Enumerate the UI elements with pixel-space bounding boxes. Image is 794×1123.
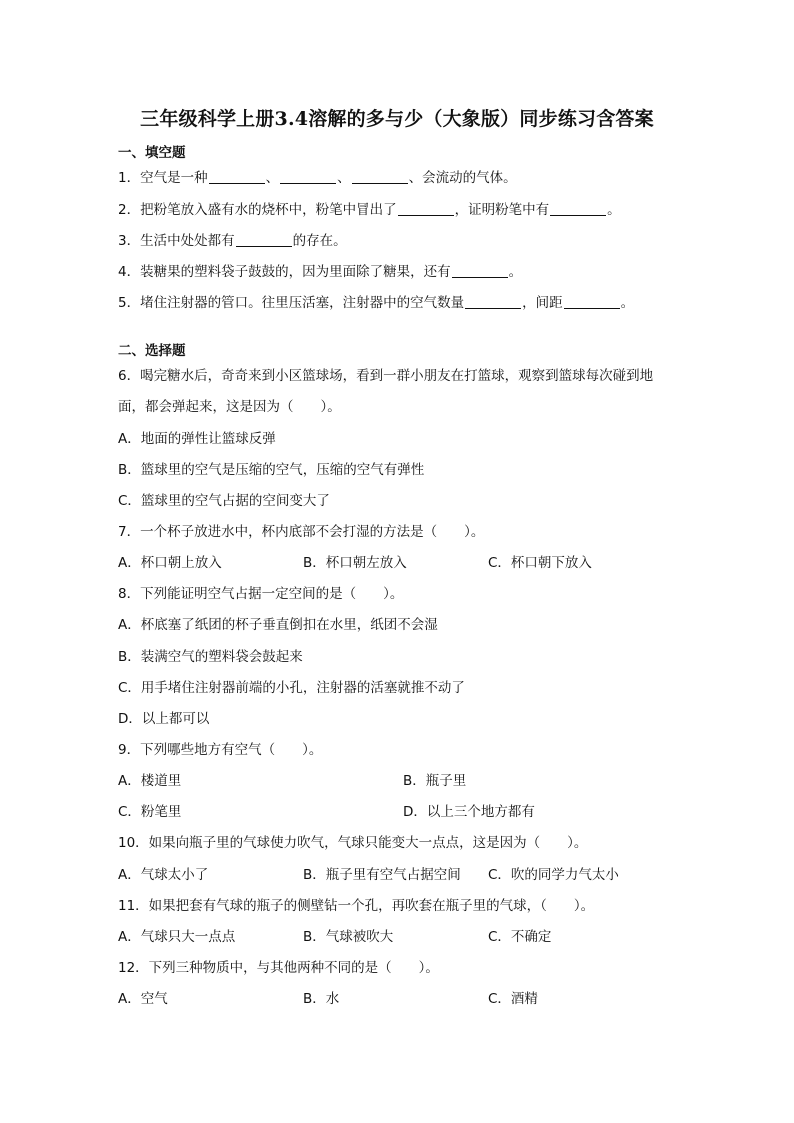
question-4 [118,260,522,280]
question-3 [118,229,347,249]
question-9-option-b: B．瓶子里 [403,773,467,789]
question-11-option-a: A．气球只大一点点 [118,929,236,945]
question-7-stem: 7．一个杯子放进水中，杯内底部不会打湿的方法是（ ）。 [118,524,485,540]
answer-blank [398,201,454,216]
question-2 [118,198,621,218]
question-6-option-a: A．地面的弹性让篮球反弹 [118,431,276,447]
question-11-option-c: C．不确定 [488,929,552,945]
question-6-option-b: B．篮球里的空气是压缩的空气，压缩的空气有弹性 [118,462,425,478]
question-11-option-b: B．气球被吹大 [303,929,394,945]
question-9-stem: 9．下列哪些地方有空气（ ）。 [118,742,323,758]
question-1-text: 1．空气是一种 [118,170,208,186]
question-8-option-b: B．装满空气的塑料袋会鼓起来 [118,649,303,665]
question-9-option-d: D．以上三个地方都有 [403,804,535,820]
answer-blank [564,294,620,309]
question-2-text-end: 。 [607,202,621,218]
question-5-text: 5．堵住注射器的管口。往里压活塞，注射器中的空气数量 [118,295,465,311]
question-2-text-mid: ，证明粉笔中有 [454,202,550,218]
question-5-text-mid: ，间距 [522,295,563,311]
answer-blank [550,201,606,216]
answer-blank [280,169,336,184]
document-title: 三年级科学上册3.4溶解的多与少（大象版）同步练习含答案 [140,108,654,130]
question-1-text-end: 、会流动的气体。 [408,170,517,186]
question-12-stem: 12．下列三种物质中，与其他两种不同的是（ ）。 [118,960,439,976]
question-1 [118,166,517,186]
separator: 、 [337,170,351,186]
question-7-option-c: C．杯口朝下放入 [488,555,592,571]
question-12-option-b: B．水 [303,991,340,1007]
question-10-option-c: C．吹的同学力气太小 [488,867,619,883]
separator: 、 [265,170,280,186]
question-8-option-c: C．用手堵住注射器前端的小孔，注射器的活塞就推不动了 [118,680,465,696]
question-4-text-end: 。 [508,264,523,280]
question-10-option-a: A．气球太小了 [118,867,209,883]
question-5 [118,291,634,311]
question-8-option-d: D．以上都可以 [118,711,210,727]
question-3-text-end: 的存在。 [292,233,347,249]
question-12-option-a: A．空气 [118,991,168,1007]
question-9-option-c: C．粉笔里 [118,804,182,820]
question-10-stem: 10．如果向瓶子里的气球使力吹气，气球只能变大一点点，这是因为（ ）。 [118,835,588,851]
question-7-option-a: A．杯口朝上放入 [118,555,222,571]
question-6-stem-line-2: 面，都会弹起来，这是因为（ ）。 [118,399,341,415]
question-6-option-c: C．篮球里的空气占据的空间变大了 [118,493,330,509]
answer-blank [352,169,408,184]
question-3-text: 3．生活中处处都有 [118,233,235,249]
question-8-stem: 8．下列能证明空气占据一定空间的是（ ）。 [118,586,404,602]
question-5-text-end: 。 [620,295,635,311]
section-heading-fill: 一、填空题 [118,145,186,161]
question-10-option-b: B．瓶子里有空气占据空间 [303,867,461,883]
answer-blank [209,169,265,184]
answer-blank [465,294,521,309]
question-9-option-a: A．楼道里 [118,773,182,789]
question-11-stem: 11．如果把套有气球的瓶子的侧壁钻一个孔，再吹套在瓶子里的气球，（ ）。 [118,898,595,914]
question-2-text: 2．把粉笔放入盛有水的烧杯中，粉笔中冒出了 [118,202,397,218]
question-12-option-c: C．酒精 [488,991,538,1007]
question-4-text: 4．装糖果的塑料袋子鼓鼓的，因为里面除了糖果，还有 [118,264,451,280]
section-heading-choice: 二、选择题 [118,343,186,359]
question-7-option-b: B．杯口朝左放入 [303,555,407,571]
question-8-option-a: A．杯底塞了纸团的杯子垂直倒扣在水里，纸团不会湿 [118,617,438,633]
question-6-stem-line-1: 6．喝完糖水后，奇奇来到小区篮球场，看到一群小朋友在打篮球，观察到篮球每次碰到地 [118,368,654,384]
answer-blank [452,263,508,278]
answer-blank [236,232,292,247]
